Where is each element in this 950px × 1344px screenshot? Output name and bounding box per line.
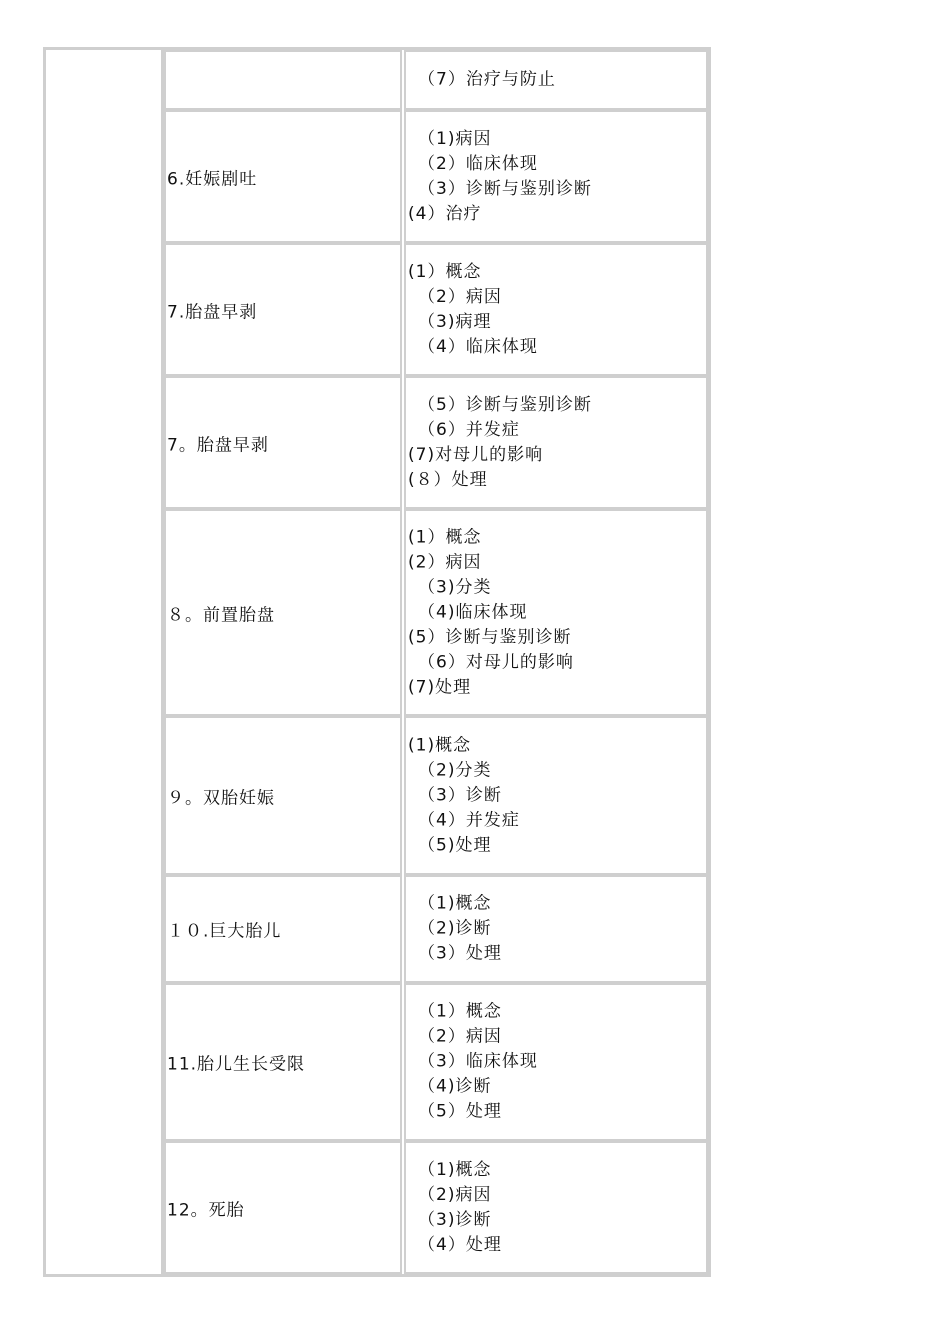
- detail-item: (８）处理: [408, 469, 488, 490]
- detail-item: （4)诊断: [418, 1076, 492, 1097]
- detail-item: （4）临床体现: [418, 336, 538, 357]
- detail-item: （5)处理: [418, 835, 492, 855]
- detail-item: （5）处理: [418, 1101, 502, 1122]
- detail-item: (7)对母儿的影响: [408, 444, 544, 465]
- detail-list: [408, 733, 520, 858]
- topic-cell: [164, 875, 402, 983]
- detail-item: （4）并发症: [418, 810, 520, 830]
- detail-list: [408, 68, 556, 93]
- detail-item: （3）处理: [418, 943, 502, 964]
- detail-list: [408, 393, 592, 493]
- topic-cell: [164, 50, 402, 110]
- topic-label: 12。死胎: [167, 1200, 245, 1220]
- detail-list: [408, 127, 592, 227]
- detail-item: （3)病理: [418, 311, 492, 332]
- detail-item: （2）临床体现: [418, 153, 538, 174]
- detail-item: （4)临床体现: [418, 602, 528, 622]
- detail-item: （2）病因: [418, 1026, 502, 1047]
- detail-item: （3）临床体现: [418, 1051, 538, 1072]
- table-row: [164, 376, 708, 509]
- detail-cell: [404, 110, 708, 243]
- detail-item: (5）诊断与鉴别诊断: [408, 627, 572, 647]
- detail-item: (4）治疗: [408, 203, 482, 224]
- detail-list: [408, 1000, 538, 1125]
- detail-item: （1)概念: [418, 893, 492, 914]
- detail-item: （6）并发症: [418, 419, 520, 440]
- detail-item: （2)病因: [418, 1184, 492, 1205]
- table-row: [164, 1141, 708, 1274]
- topic-label: 7.胎盘早剥: [167, 302, 258, 322]
- detail-list: [408, 892, 502, 967]
- topic-cell: [164, 716, 402, 875]
- topic-cell: [164, 1141, 402, 1274]
- detail-item: (1)概念: [408, 735, 472, 755]
- table-row: [164, 509, 708, 716]
- detail-cell: [404, 376, 708, 509]
- detail-item: （4）处理: [418, 1234, 502, 1255]
- topic-cell: [164, 110, 402, 243]
- detail-item: （3)诊断: [418, 1209, 492, 1230]
- detail-item: （1）概念: [418, 1001, 502, 1022]
- detail-cell: [404, 716, 708, 875]
- topic-cell: [164, 243, 402, 376]
- chapter-column-cell: [43, 47, 164, 1277]
- detail-item: (7)处理: [408, 677, 472, 697]
- detail-item: (1）概念: [408, 261, 482, 282]
- topic-label: ８。前置胎盘: [167, 605, 275, 625]
- detail-cell: [404, 243, 708, 376]
- detail-item: （2)诊断: [418, 918, 492, 939]
- detail-item: （1)概念: [418, 1159, 492, 1180]
- detail-item: (2）病因: [408, 552, 482, 572]
- topic-cell: [164, 509, 402, 716]
- table-row: [164, 110, 708, 243]
- topic-label: ９。双胎妊娠: [167, 788, 275, 808]
- detail-item: （2)分类: [418, 760, 492, 780]
- table-row: [164, 983, 708, 1141]
- detail-cell: [404, 50, 708, 110]
- topic-cell: [164, 983, 402, 1141]
- topic-label: 7。胎盘早剥: [167, 435, 269, 455]
- detail-list: [408, 525, 574, 700]
- topic-label: 6.妊娠剧吐: [167, 169, 258, 189]
- topic-label: 11.胎儿生长受限: [167, 1054, 306, 1075]
- topic-label: １０.巨大胎儿: [167, 921, 282, 942]
- topic-cell: [164, 376, 402, 509]
- detail-item: (1）概念: [408, 527, 482, 547]
- detail-item: （3）诊断与鉴别诊断: [418, 178, 592, 199]
- table-row: [164, 875, 708, 983]
- detail-item: （5）诊断与鉴别诊断: [418, 394, 592, 415]
- detail-list: [408, 260, 538, 360]
- detail-item: （3）诊断: [418, 785, 502, 805]
- table-row: [164, 50, 708, 110]
- detail-item: （2）病因: [418, 286, 502, 307]
- detail-cell: [404, 509, 708, 716]
- detail-cell: [404, 1141, 708, 1274]
- table-row: [164, 716, 708, 875]
- detail-list: [408, 1158, 502, 1258]
- detail-item: （6）对母儿的影响: [418, 652, 574, 672]
- detail-cell: [404, 875, 708, 983]
- table-row: [164, 243, 708, 376]
- detail-item: （3)分类: [418, 577, 492, 597]
- detail-item: （1)病因: [418, 128, 492, 149]
- detail-item: （7）治疗与防止: [418, 69, 556, 90]
- detail-cell: [404, 983, 708, 1141]
